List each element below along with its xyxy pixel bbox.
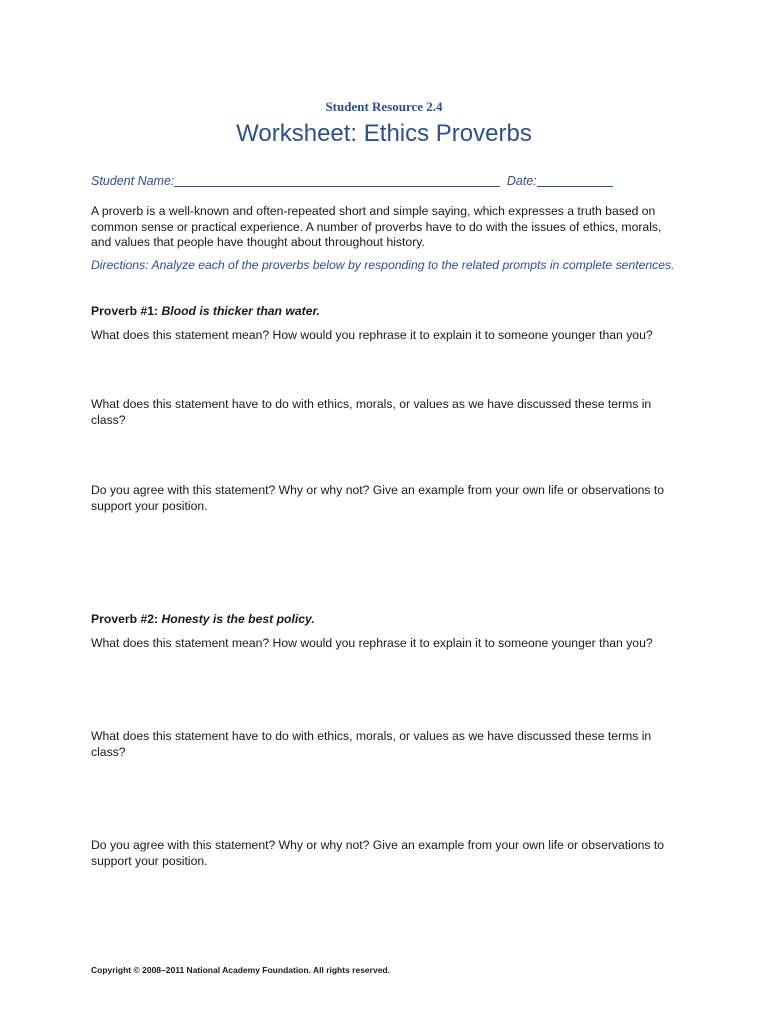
student-info-line xyxy=(91,173,691,188)
date-label: Date: xyxy=(506,174,537,188)
proverb-1-question-2: What does this statement have to do with ethics, morals, or values as we have discussed these terms in class? xyxy=(91,397,652,427)
proverb-1-question-1: What does this statement mean? How would you rephrase it to explain it to someone younger than you? xyxy=(91,328,653,342)
proverb-1-label: Proverb #1: xyxy=(91,304,159,318)
proverb-1-question-3: Do you agree with this statement? Why or why not? Give an example from your own life or observations to support your position. xyxy=(91,483,665,513)
copyright-footer: Copyright © 2008–2011 National Academy Foundation. All rights reserved. xyxy=(91,965,390,975)
resource-label: Student Resource 2.4 xyxy=(325,99,443,114)
proverb-2-question-2: What does this statement have to do with ethics, morals, or values as we have discussed these terms in class? xyxy=(91,729,652,759)
proverb-2-heading xyxy=(91,612,681,626)
proverb-1-heading xyxy=(91,304,681,318)
proverb-2-label: Proverb #2: xyxy=(91,612,159,626)
date-blank[interactable] xyxy=(537,173,613,187)
proverb-2-question-1: What does this statement mean? How would you rephrase it to explain it to someone younger than you? xyxy=(91,636,653,650)
proverb-2-question-3: Do you agree with this statement? Why or why not? Give an example from your own life or observations to support your position. xyxy=(91,838,665,868)
intro-paragraph: A proverb is a well-known and often-repeated short and simple saying, which expresses a truth based on common sense or practical experience. A number of proverbs have to do with the issues of ethics, morals, and values that people have thought about throughout history. xyxy=(91,204,662,250)
page-title: Worksheet: Ethics Proverbs xyxy=(236,120,532,147)
student-name-label: Student Name: xyxy=(91,174,175,188)
student-name-blank[interactable] xyxy=(174,173,500,187)
proverb-1-text: Blood is thicker than water. xyxy=(161,304,320,318)
directions-paragraph: Directions: Analyze each of the proverbs below by responding to the related prompts in complete sentences. xyxy=(91,258,675,272)
proverb-2-text: Honesty is the best policy. xyxy=(161,612,315,626)
